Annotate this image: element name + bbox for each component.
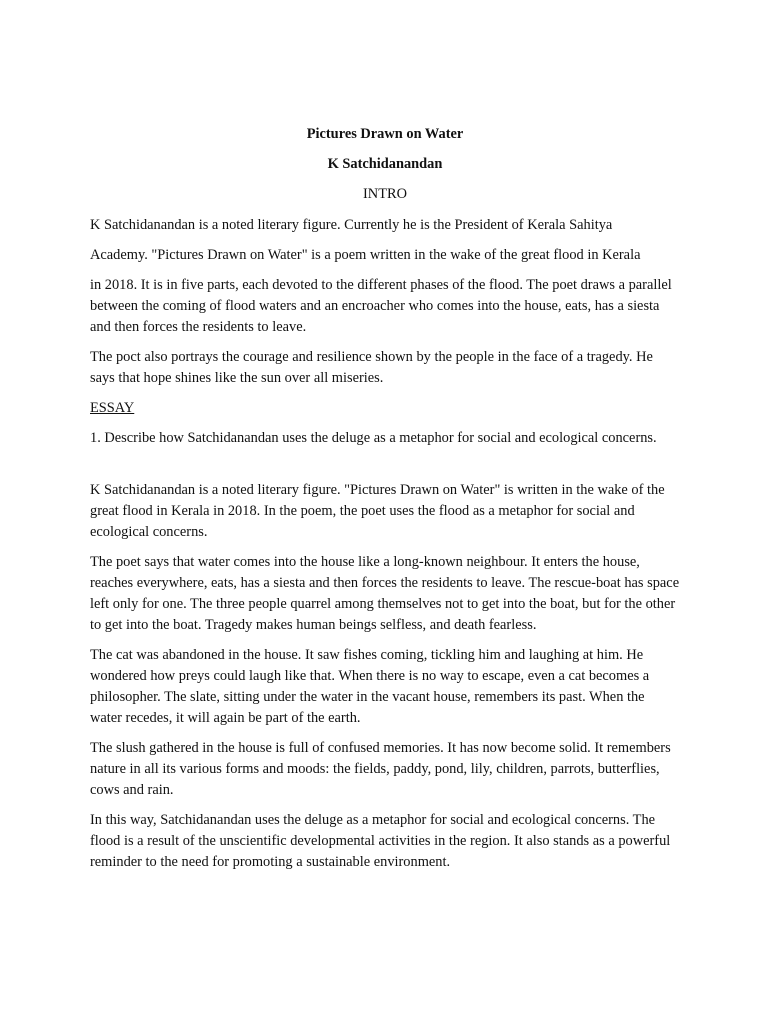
answer-paragraph-4: The slush gathered in the house is full of confused memories. It has now become solid. It remembers nature in all its various forms and moods: the fields, paddy, pond, lily, children, parrots, butterflies, cows and rain. — [90, 740, 671, 798]
intro-paragraph-4: The poct also portrays the courage and resilience shown by the people in the face of a tragedy. He says that hope shines like the sun over all miseries. — [90, 349, 653, 386]
answer-paragraph-5: In this way, Satchidanandan uses the deluge as a metaphor for social and ecological concerns. The flood is a result of the unscientific developmental activities in the region. It also stands as a powerful reminder to the need for promoting a sustainable environment. — [90, 812, 671, 870]
intro-heading: INTRO — [363, 186, 407, 202]
essay-question: 1. Describe how Satchidanandan uses the deluge as a metaphor for social and ecological concerns. — [90, 430, 657, 446]
intro-paragraph-3: in 2018. It is in five parts, each devoted to the different phases of the flood. The poet draws a parallel between the coming of flood waters and an encroacher who comes into the house, eats, has a siesta and then forces the residents to leave. — [90, 277, 672, 335]
document-title: Pictures Drawn on Water — [306, 126, 464, 142]
document-author: K Satchidanandan — [327, 156, 443, 172]
intro-paragraph-2: Academy. "Pictures Drawn on Water" is a poem written in the wake of the great flood in Kerala — [90, 247, 641, 263]
document-page — [90, 124, 680, 882]
essay-heading: ESSAY — [90, 400, 135, 416]
spacer — [90, 458, 680, 480]
answer-paragraph-1: K Satchidanandan is a noted literary figure. "Pictures Drawn on Water" is written in the wake of the great flood in Kerala in 2018. In the poem, the poet uses the flood as a metaphor for social and ecological concerns. — [90, 482, 665, 540]
answer-paragraph-3: The cat was abandoned in the house. It saw fishes coming, tickling him and laughing at him. He wondered how preys could laugh like that. When there is no way to escape, even a cat becomes a philosopher. The slate, sitting under the water in the vacant house, remembers its past. When the water recedes, it will again be part of the earth. — [90, 647, 650, 726]
intro-paragraph-1: K Satchidanandan is a noted literary figure. Currently he is the President of Kerala Sahitya — [90, 217, 613, 233]
answer-paragraph-2: The poet says that water comes into the house like a long-known neighbour. It enters the house, reaches everywhere, eats, has a siesta and then forces the residents to leave. The rescue-boat has space left only for one. The three people quarrel among themselves not to get into the boat, but for the other to get into the boat. Tragedy makes human beings selfless, and death fearless. — [90, 554, 680, 633]
